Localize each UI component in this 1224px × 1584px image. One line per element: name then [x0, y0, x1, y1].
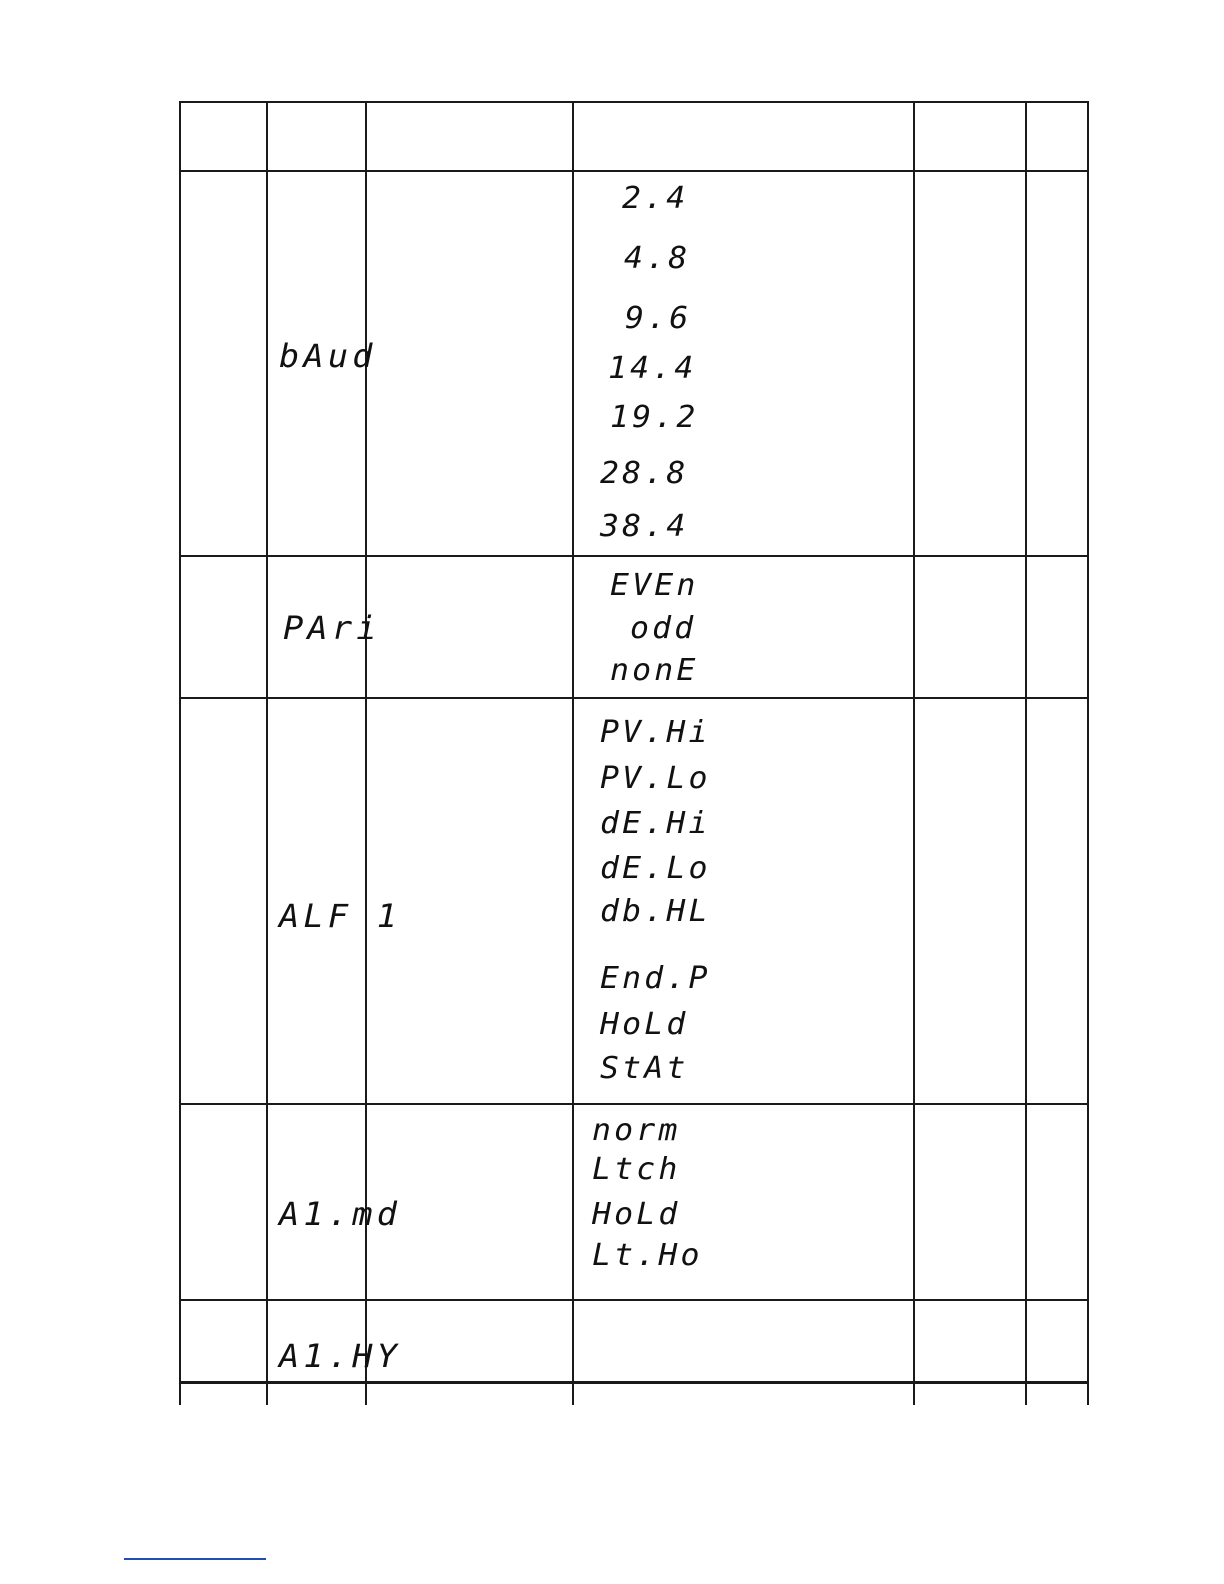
table-col-rule-4 — [572, 101, 574, 1405]
option-value: HoLd — [592, 1197, 681, 1232]
option-value: StAt — [600, 1051, 689, 1086]
option-value: EVEn — [610, 568, 699, 603]
option-value: 9.6 — [625, 301, 692, 336]
option-value: PV.Lo — [600, 761, 711, 796]
option-value: HoLd — [600, 1007, 689, 1042]
option-value: dE.Hi — [600, 806, 711, 841]
option-value: 2.4 — [622, 181, 689, 216]
table-rule-row4 — [179, 1299, 1089, 1301]
parameter-code: PAri — [283, 609, 381, 647]
table-col-rule-1 — [179, 101, 181, 1405]
table-col-rule-7 — [1087, 101, 1089, 1405]
table-col-rule-5 — [913, 101, 915, 1405]
option-value: db.HL — [600, 894, 711, 929]
option-value: Ltch — [592, 1152, 681, 1187]
footnote-separator — [124, 1558, 266, 1560]
option-value: nonE — [610, 653, 699, 688]
table-rule-row2 — [179, 697, 1089, 699]
table-col-rule-2 — [266, 101, 268, 1405]
table-rule-bottom — [179, 1381, 1089, 1384]
option-value: 28.8 — [600, 456, 689, 491]
table-rule-header — [179, 170, 1089, 172]
parameter-code: A1.HY — [279, 1337, 402, 1375]
option-value: norm — [592, 1113, 681, 1148]
option-value: 14.4 — [608, 351, 697, 386]
option-value: dE.Lo — [600, 851, 711, 886]
parameter-code: ALF 1 — [279, 897, 402, 935]
option-value: 38.4 — [600, 509, 689, 544]
option-value: 4.8 — [624, 241, 691, 276]
table-rule-row1 — [179, 555, 1089, 557]
table-col-rule-6 — [1025, 101, 1027, 1405]
parameter-code: bAud — [279, 337, 377, 375]
table-rule-row3 — [179, 1103, 1089, 1105]
parameter-code: A1.md — [279, 1195, 402, 1233]
table-rule-top — [179, 101, 1089, 103]
option-value: PV.Hi — [600, 715, 711, 750]
option-value: 19.2 — [610, 400, 699, 435]
option-value: Lt.Ho — [592, 1238, 703, 1273]
option-value: odd — [630, 611, 697, 646]
option-value: End.P — [600, 961, 711, 996]
